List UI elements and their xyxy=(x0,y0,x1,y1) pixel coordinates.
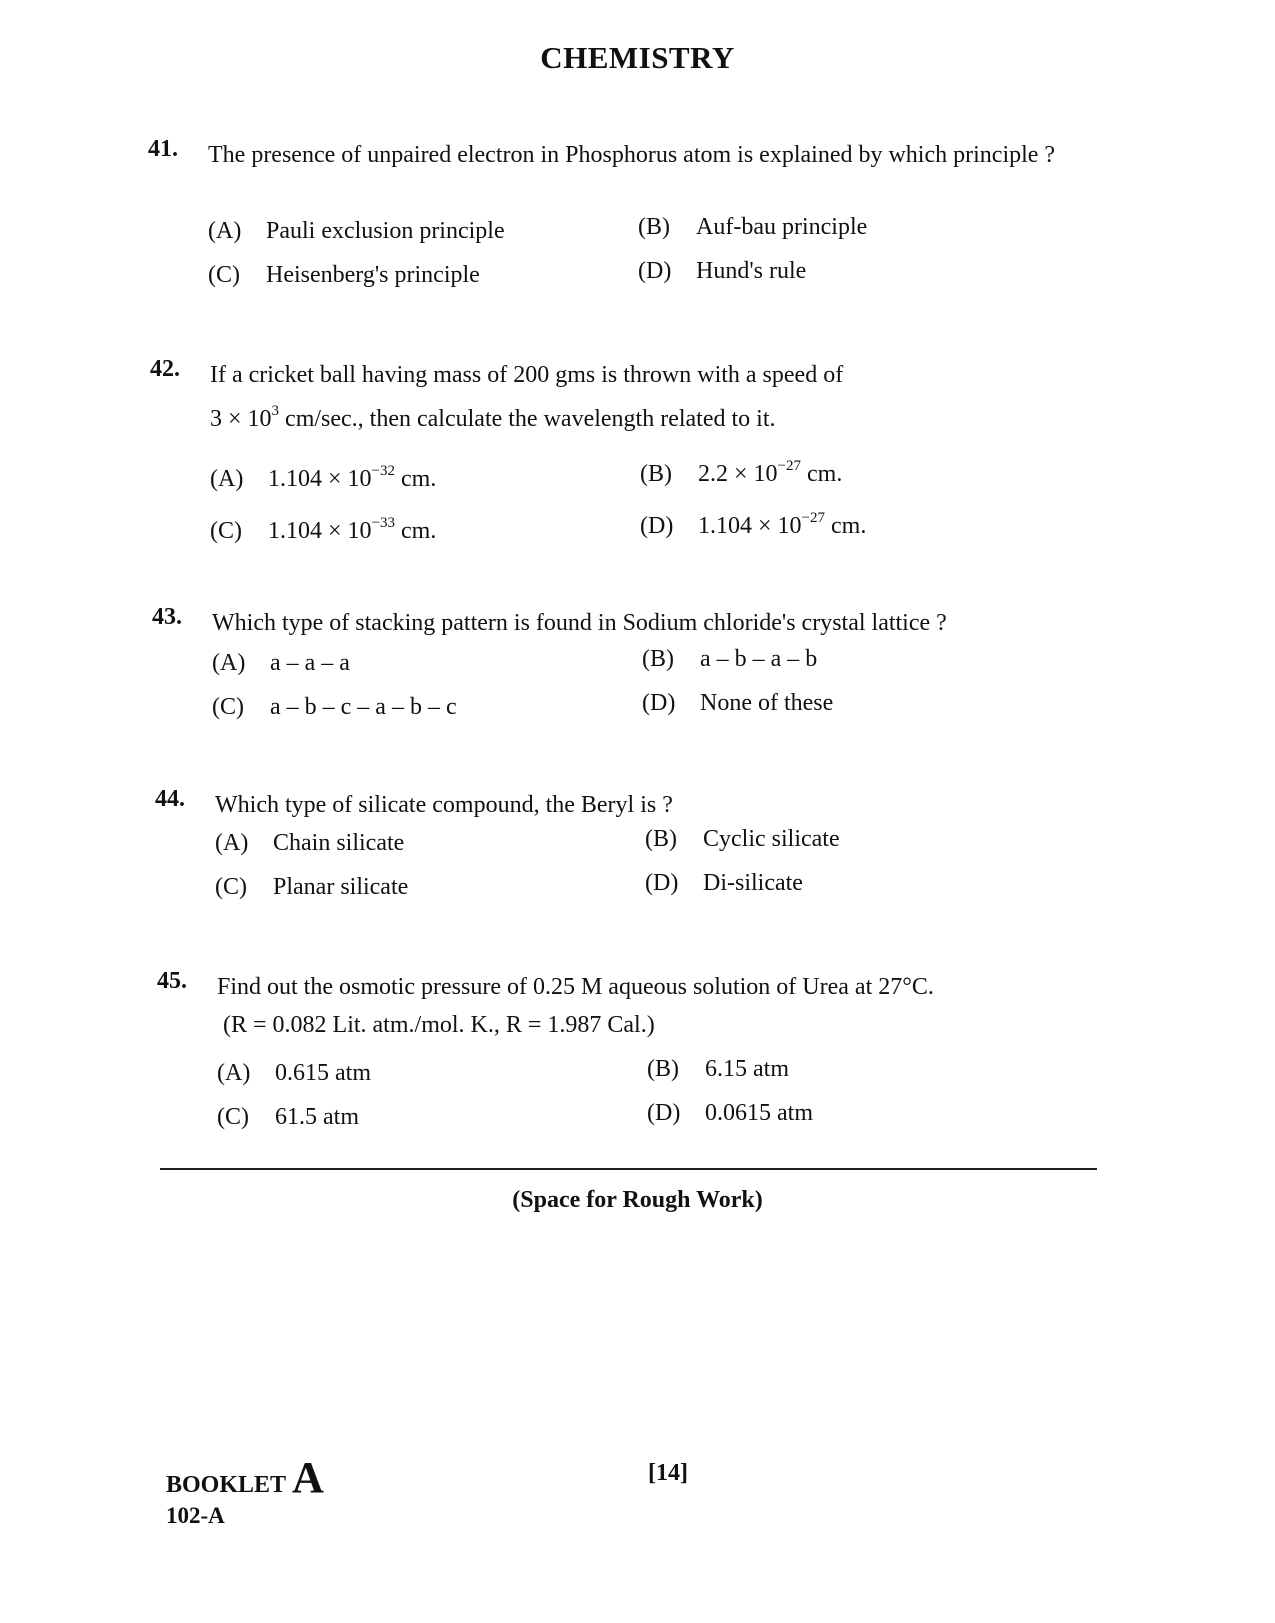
option-d xyxy=(647,1100,813,1127)
page-title: CHEMISTRY xyxy=(540,40,735,75)
question-number: 41. xyxy=(148,136,178,162)
option-label: (C) xyxy=(212,694,244,720)
option-a xyxy=(212,650,350,677)
option-label: (B) xyxy=(640,461,672,487)
option-text: Hund's rule xyxy=(696,258,807,284)
question-number: 43. xyxy=(152,604,182,630)
question-number: 45. xyxy=(157,968,187,994)
option-label: (A) xyxy=(212,650,246,676)
booklet-letter: A xyxy=(292,1453,324,1502)
option-label: (B) xyxy=(647,1056,679,1082)
option-b xyxy=(638,214,867,241)
option-label: (A) xyxy=(215,830,249,856)
option-text: None of these xyxy=(700,690,834,716)
speed-base: 3 × 10 xyxy=(210,406,272,432)
question-text: Which type of silicate compound, the Beryl is ? xyxy=(215,792,673,818)
booklet-code: 102-A xyxy=(166,1503,225,1528)
option-d xyxy=(640,510,867,540)
option-d xyxy=(645,870,803,897)
booklet-label xyxy=(166,1452,324,1503)
question-text: If a cricket ball having mass of 200 gms is thrown with a speed of xyxy=(210,362,844,388)
option-text: Planar silicate xyxy=(273,874,409,900)
question-number: 44. xyxy=(155,786,185,812)
booklet-text: BOOKLET xyxy=(166,1472,287,1498)
option-text: 6.15 atm xyxy=(705,1056,789,1082)
question-text-line2 xyxy=(210,403,1080,433)
question-text: Which type of stacking pattern is found in Sodium chloride's crystal lattice ? xyxy=(212,610,947,636)
option-label: (B) xyxy=(642,646,674,672)
option-label: (D) xyxy=(642,690,676,716)
question-number: 42. xyxy=(150,356,180,382)
option-a xyxy=(217,1060,371,1087)
option-label: (D) xyxy=(645,870,679,896)
option-b xyxy=(647,1056,789,1083)
option-c xyxy=(215,874,408,901)
option-text: Auf-bau principle xyxy=(696,214,868,240)
speed-exponent: 3 xyxy=(271,403,280,419)
question-text: Find out the osmotic pressure of 0.25 M aqueous solution of Urea at 27°C. xyxy=(217,974,934,1000)
option-a xyxy=(208,218,505,245)
divider-rule xyxy=(160,1168,1097,1170)
option-text: 0.0615 atm xyxy=(705,1100,813,1126)
option-exponent: −27 xyxy=(777,458,802,474)
option-exponent: −32 xyxy=(371,463,396,479)
option-d xyxy=(638,258,806,285)
option-label: (D) xyxy=(647,1100,681,1126)
option-text: Cyclic silicate xyxy=(703,826,840,852)
option-label: (A) xyxy=(217,1060,251,1086)
question-text-rest: cm/sec., then calculate the wavelength related to it. xyxy=(279,406,776,432)
option-a xyxy=(210,463,437,493)
option-c xyxy=(212,694,457,721)
option-exponent: −27 xyxy=(801,510,826,526)
option-label: (B) xyxy=(645,826,677,852)
option-unit: cm. xyxy=(395,466,437,492)
option-c xyxy=(208,262,480,289)
option-d xyxy=(642,690,833,717)
question-constants: (R = 0.082 Lit. atm./mol. K., R = 1.987 Cal.) xyxy=(223,1012,655,1038)
option-label: (A) xyxy=(208,218,242,244)
option-text: 61.5 atm xyxy=(275,1104,359,1130)
question-44 xyxy=(155,786,1155,916)
option-unit: cm. xyxy=(825,513,867,539)
option-label: (C) xyxy=(208,262,240,288)
option-label: (B) xyxy=(638,214,670,240)
option-text: Pauli exclusion principle xyxy=(266,218,505,244)
option-unit: cm. xyxy=(395,518,437,544)
question-text: The presence of unpaired electron in Phosphorus atom is explained by which principle ? xyxy=(208,142,1056,168)
option-base: 2.2 × 10 xyxy=(698,461,778,487)
option-base: 1.104 × 10 xyxy=(268,518,372,544)
option-label: (A) xyxy=(210,466,244,492)
question-45 xyxy=(157,968,1157,1138)
option-text: a – b – c – a – b – c xyxy=(270,694,457,720)
option-text: a – a – a xyxy=(270,650,350,676)
option-b xyxy=(645,826,840,853)
option-b xyxy=(642,646,817,673)
option-text: Di-silicate xyxy=(703,870,803,896)
option-text: Heisenberg's principle xyxy=(266,262,480,288)
option-exponent: −33 xyxy=(371,515,396,531)
option-label: (C) xyxy=(217,1104,249,1130)
option-unit: cm. xyxy=(801,461,843,487)
option-c xyxy=(210,515,437,545)
question-42 xyxy=(150,356,1150,546)
option-base: 1.104 × 10 xyxy=(268,466,372,492)
option-label: (C) xyxy=(215,874,247,900)
option-text: a – b – a – b xyxy=(700,646,818,672)
question-43 xyxy=(152,604,1152,734)
option-label: (C) xyxy=(210,518,242,544)
page-number: [14] xyxy=(648,1460,688,1486)
option-c xyxy=(217,1104,359,1131)
option-label: (D) xyxy=(638,258,672,284)
option-base: 1.104 × 10 xyxy=(698,513,802,539)
question-41 xyxy=(148,136,1148,296)
option-text: Chain silicate xyxy=(273,830,405,856)
option-label: (D) xyxy=(640,513,674,539)
option-b xyxy=(640,458,843,488)
option-a xyxy=(215,830,404,857)
rough-work-label: (Space for Rough Work) xyxy=(512,1187,763,1213)
option-text: 0.615 atm xyxy=(275,1060,371,1086)
